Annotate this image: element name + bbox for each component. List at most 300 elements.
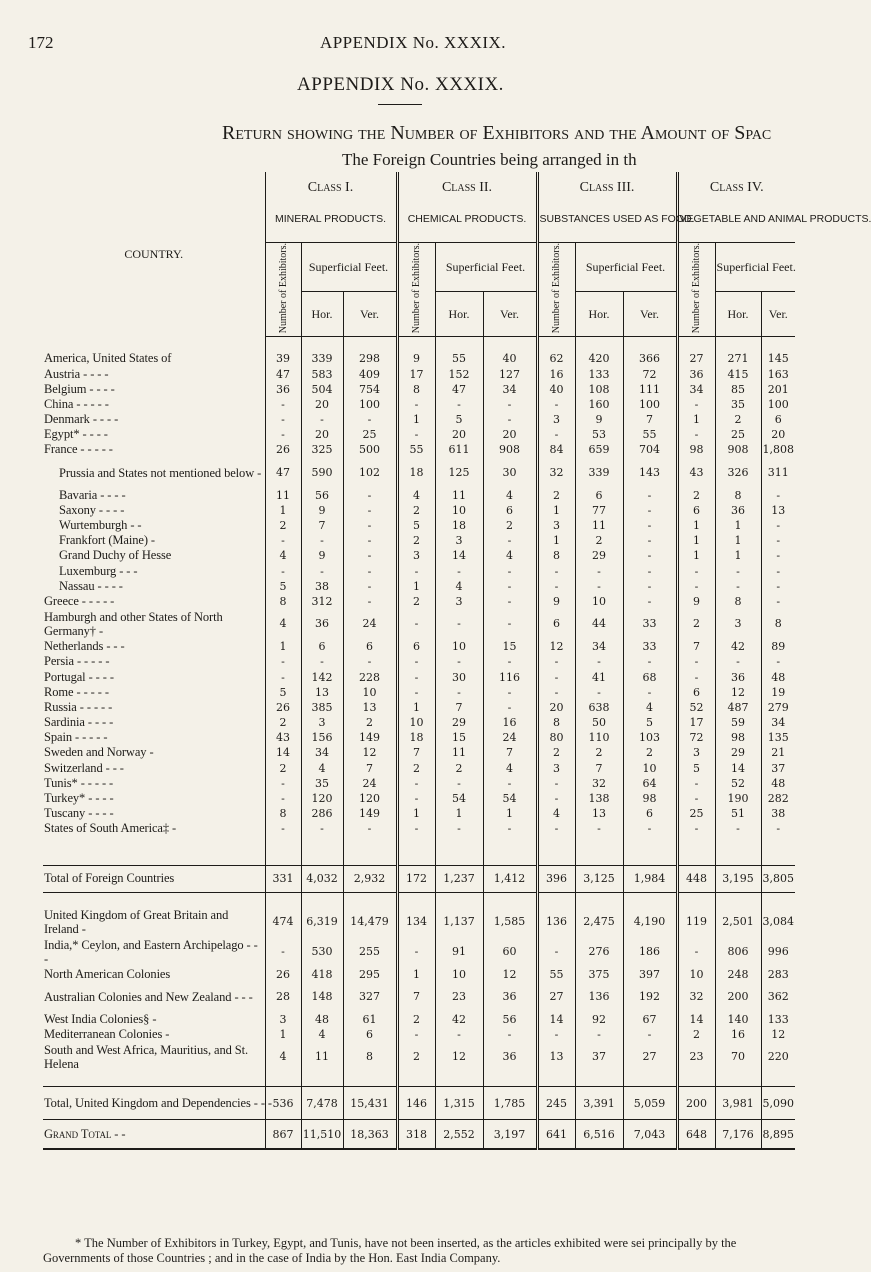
- value-cell: -: [537, 397, 575, 412]
- value-cell: 326: [715, 458, 761, 488]
- class1-header: Class I.: [265, 172, 397, 196]
- country-cell: West India Colonies§ -: [44, 1011, 157, 1026]
- total-uk-row: [43, 1087, 795, 1120]
- value-cell: 85: [715, 382, 761, 397]
- value-cell: 26: [265, 700, 301, 715]
- class3-header: Class III.: [537, 172, 677, 196]
- value-cell: 7: [623, 412, 677, 427]
- value-cell: 2: [537, 745, 575, 760]
- value-cell: -: [343, 579, 397, 594]
- value-cell: -: [483, 609, 537, 639]
- value-cell: 6: [575, 488, 623, 503]
- value-cell: 9: [301, 503, 343, 518]
- country-cell: Belgium - - - -: [44, 381, 115, 396]
- value-cell: 6: [397, 639, 435, 654]
- value-cell: 37: [575, 1042, 623, 1072]
- country-cell: Total, United Kingdom and Dependencies - - -: [43, 1087, 265, 1120]
- value-cell: 201: [761, 382, 795, 397]
- value-cell: -: [715, 564, 761, 579]
- value-cell: 9: [575, 412, 623, 427]
- value-cell: 133: [761, 1012, 795, 1027]
- value-cell: -: [623, 821, 677, 836]
- value-cell: 8: [397, 382, 435, 397]
- value-cell: 2: [397, 503, 435, 518]
- value-cell: -: [265, 654, 301, 669]
- value-cell: -: [575, 685, 623, 700]
- country-cell: States of South America‡ -: [44, 821, 177, 836]
- table-row: [43, 442, 795, 457]
- value-cell: 11: [301, 1042, 343, 1072]
- value-cell: 18: [397, 730, 435, 745]
- value-cell: 6: [623, 806, 677, 821]
- value-cell: 140: [715, 1012, 761, 1027]
- value-cell: 2: [677, 1027, 715, 1042]
- value-cell: -: [435, 776, 483, 791]
- value-cell: -: [623, 594, 677, 609]
- value-cell: 6,319: [301, 907, 343, 937]
- table-row: [43, 761, 795, 776]
- superficial-header: Superficial Feet.: [301, 243, 397, 292]
- value-cell: -: [343, 533, 397, 548]
- value-cell: 220: [761, 1042, 795, 1072]
- value-cell: 9: [397, 351, 435, 366]
- value-cell: -: [343, 594, 397, 609]
- value-cell: 17: [677, 715, 715, 730]
- country-cell: Netherlands - - -: [44, 639, 125, 654]
- value-cell: -: [677, 937, 715, 967]
- value-cell: 908: [483, 442, 537, 457]
- value-cell: 108: [575, 382, 623, 397]
- value-cell: 100: [623, 397, 677, 412]
- value-cell: 50: [575, 715, 623, 730]
- country-cell: China - - - - -: [44, 396, 109, 411]
- table-row: [43, 427, 795, 442]
- value-cell: -: [677, 579, 715, 594]
- value-cell: -: [301, 821, 343, 836]
- value-cell: 72: [623, 366, 677, 381]
- value-cell: 754: [343, 382, 397, 397]
- ver-header: Ver.: [343, 291, 397, 336]
- value-cell: 55: [397, 442, 435, 457]
- value-cell: 29: [715, 745, 761, 760]
- country-cell: Greece - - - - -: [44, 593, 115, 608]
- value-cell: -: [761, 821, 795, 836]
- value-cell: -: [623, 654, 677, 669]
- value-cell: 16: [715, 1027, 761, 1042]
- value-cell: 15: [435, 730, 483, 745]
- value-cell: 15,431: [343, 1087, 397, 1120]
- value-cell: 385: [301, 700, 343, 715]
- value-cell: 11: [575, 518, 623, 533]
- value-cell: 10: [575, 594, 623, 609]
- num-exhibitors-header: Number of Exhibitors.: [397, 243, 435, 337]
- value-cell: 4: [483, 488, 537, 503]
- value-cell: 298: [343, 351, 397, 366]
- value-cell: 1,412: [483, 865, 537, 892]
- value-cell: 11,510: [301, 1120, 343, 1150]
- value-cell: 611: [435, 442, 483, 457]
- value-cell: 25: [677, 806, 715, 821]
- value-cell: 18: [397, 458, 435, 488]
- value-cell: 2,552: [435, 1120, 483, 1150]
- value-cell: 142: [301, 669, 343, 684]
- table-row: [43, 700, 795, 715]
- value-cell: 33: [623, 639, 677, 654]
- table-row: [43, 366, 795, 381]
- value-cell: 120: [301, 791, 343, 806]
- value-cell: 325: [301, 442, 343, 457]
- hor-header: Hor.: [435, 291, 483, 336]
- value-cell: 32: [575, 776, 623, 791]
- value-cell: -: [623, 564, 677, 579]
- table-row: [43, 937, 795, 967]
- value-cell: 4: [265, 609, 301, 639]
- value-cell: 1: [397, 579, 435, 594]
- value-cell: 55: [435, 351, 483, 366]
- value-cell: 54: [483, 791, 537, 806]
- value-cell: -: [483, 579, 537, 594]
- value-cell: 28: [265, 982, 301, 1012]
- table-row: [43, 967, 795, 982]
- table-row: [43, 533, 795, 548]
- value-cell: 36: [483, 1042, 537, 1072]
- country-cell: Turkey* - - - -: [44, 791, 114, 806]
- value-cell: 12: [715, 685, 761, 700]
- value-cell: 38: [301, 579, 343, 594]
- value-cell: 2: [265, 518, 301, 533]
- value-cell: -: [435, 609, 483, 639]
- value-cell: 62: [537, 351, 575, 366]
- value-cell: 116: [483, 669, 537, 684]
- value-cell: 867: [265, 1120, 301, 1150]
- value-cell: 6: [483, 503, 537, 518]
- value-cell: 8: [715, 594, 761, 609]
- value-cell: 245: [537, 1087, 575, 1120]
- value-cell: -: [435, 397, 483, 412]
- value-cell: 1: [397, 806, 435, 821]
- value-cell: 1: [677, 548, 715, 563]
- value-cell: 1: [397, 412, 435, 427]
- country-header: COUNTRY.: [124, 246, 184, 261]
- value-cell: 23: [435, 982, 483, 1012]
- value-cell: 4: [301, 761, 343, 776]
- value-cell: 3: [537, 518, 575, 533]
- value-cell: 34: [761, 715, 795, 730]
- value-cell: -: [265, 427, 301, 442]
- value-cell: 3: [537, 412, 575, 427]
- country-cell: Sardinia - - - -: [44, 715, 114, 730]
- value-cell: 192: [623, 982, 677, 1012]
- value-cell: 339: [301, 351, 343, 366]
- country-cell: Grand Total - -: [43, 1120, 265, 1150]
- value-cell: 5: [623, 715, 677, 730]
- table-row: [43, 639, 795, 654]
- value-cell: 1: [715, 518, 761, 533]
- value-cell: -: [623, 533, 677, 548]
- country-cell: Saxony - - - -: [59, 502, 125, 517]
- value-cell: 2: [623, 745, 677, 760]
- value-cell: 42: [715, 639, 761, 654]
- value-cell: 98: [623, 791, 677, 806]
- num-exhibitors-header: Number of Exhibitors.: [265, 243, 301, 337]
- value-cell: -: [715, 654, 761, 669]
- value-cell: 8,895: [761, 1120, 795, 1150]
- value-cell: 13: [575, 806, 623, 821]
- value-cell: 7: [397, 982, 435, 1012]
- value-cell: 135: [761, 730, 795, 745]
- value-cell: 248: [715, 967, 761, 982]
- value-cell: -: [265, 397, 301, 412]
- value-cell: 11: [435, 488, 483, 503]
- value-cell: 43: [265, 730, 301, 745]
- table-row: [43, 1027, 795, 1042]
- value-cell: 30: [435, 669, 483, 684]
- value-cell: 20: [537, 700, 575, 715]
- table-row: [43, 564, 795, 579]
- value-cell: -: [537, 669, 575, 684]
- value-cell: 1,315: [435, 1087, 483, 1120]
- value-cell: 1: [265, 503, 301, 518]
- value-cell: -: [397, 669, 435, 684]
- value-cell: 12: [537, 639, 575, 654]
- value-cell: 4: [483, 761, 537, 776]
- country-cell: Bavaria - - - -: [59, 487, 126, 502]
- value-cell: 2: [575, 745, 623, 760]
- value-cell: -: [483, 594, 537, 609]
- country-cell: United Kingdom of Great Britain and Ireland -: [44, 907, 229, 936]
- value-cell: 24: [343, 609, 397, 639]
- value-cell: 34: [677, 382, 715, 397]
- country-cell: Luxemburg - - -: [59, 563, 138, 578]
- value-cell: 125: [435, 458, 483, 488]
- value-cell: 145: [761, 351, 795, 366]
- value-cell: 5: [677, 761, 715, 776]
- value-cell: 20: [301, 397, 343, 412]
- value-cell: -: [483, 533, 537, 548]
- value-cell: -: [575, 1027, 623, 1042]
- value-cell: -: [265, 412, 301, 427]
- value-cell: 36: [715, 669, 761, 684]
- value-cell: 26: [265, 967, 301, 982]
- value-cell: 4: [301, 1027, 343, 1042]
- value-cell: 136: [537, 907, 575, 937]
- table-row: [43, 412, 795, 427]
- appendix-title: APPENDIX No. XXXIX.: [297, 74, 504, 95]
- value-cell: 3,084: [761, 907, 795, 937]
- value-cell: 3: [301, 715, 343, 730]
- value-cell: 110: [575, 730, 623, 745]
- value-cell: 10: [397, 715, 435, 730]
- value-cell: 638: [575, 700, 623, 715]
- value-cell: 1,808: [762, 443, 795, 457]
- value-cell: -: [397, 397, 435, 412]
- value-cell: 375: [575, 967, 623, 982]
- value-cell: 29: [575, 548, 623, 563]
- value-cell: 996: [761, 937, 795, 967]
- value-cell: 3: [677, 745, 715, 760]
- value-cell: -: [677, 791, 715, 806]
- country-cell: North American Colonies: [44, 966, 171, 981]
- value-cell: 26: [265, 442, 301, 457]
- value-cell: 1,237: [435, 865, 483, 892]
- value-cell: 648: [677, 1120, 715, 1150]
- value-cell: -: [623, 548, 677, 563]
- value-cell: 186: [623, 937, 677, 967]
- table-row: [43, 609, 795, 639]
- value-cell: 5,090: [761, 1087, 795, 1120]
- country-cell: France - - - - -: [44, 442, 113, 457]
- table-row: [43, 548, 795, 563]
- value-cell: 47: [435, 382, 483, 397]
- table-row: [43, 503, 795, 518]
- value-cell: 3,981: [715, 1087, 761, 1120]
- value-cell: 1: [537, 503, 575, 518]
- table-row: [43, 715, 795, 730]
- value-cell: -: [397, 609, 435, 639]
- value-cell: 77: [575, 503, 623, 518]
- value-cell: -: [343, 564, 397, 579]
- value-cell: 32: [537, 458, 575, 488]
- value-cell: 6: [343, 1027, 397, 1042]
- value-cell: -: [397, 776, 435, 791]
- value-cell: 7,478: [301, 1087, 343, 1120]
- value-cell: 4: [537, 806, 575, 821]
- value-cell: -: [343, 821, 397, 836]
- value-cell: 3: [537, 761, 575, 776]
- value-cell: 42: [435, 1012, 483, 1027]
- value-cell: 8: [715, 488, 761, 503]
- value-cell: 25: [343, 427, 397, 442]
- exhibitors-table: [43, 172, 871, 1150]
- table-row: [43, 518, 795, 533]
- value-cell: 2,475: [575, 907, 623, 937]
- value-cell: -: [677, 427, 715, 442]
- country-cell: South and West Africa, Mauritius, and St. Helena: [44, 1043, 249, 1072]
- ver-header: Ver.: [761, 291, 795, 336]
- value-cell: 3,391: [575, 1087, 623, 1120]
- country-cell: Rome - - - - -: [44, 684, 109, 699]
- table-row: [43, 579, 795, 594]
- spacer-row: [43, 837, 795, 851]
- value-cell: 311: [761, 458, 795, 488]
- country-cell: America, United States of: [44, 351, 172, 366]
- value-cell: 7: [343, 761, 397, 776]
- value-cell: 20: [483, 427, 537, 442]
- value-cell: 312: [301, 594, 343, 609]
- value-cell: -: [483, 564, 537, 579]
- value-cell: 409: [343, 366, 397, 381]
- value-cell: 1,585: [483, 907, 537, 937]
- value-cell: 34: [575, 639, 623, 654]
- country-cell: Tuscany - - - -: [44, 806, 114, 821]
- value-cell: 190: [715, 791, 761, 806]
- value-cell: 20: [761, 427, 795, 442]
- value-cell: 1,984: [623, 865, 677, 892]
- value-cell: 2,932: [343, 865, 397, 892]
- value-cell: -: [265, 821, 301, 836]
- value-cell: 10: [623, 761, 677, 776]
- num-exhibitors-header: Number of Exhibitors.: [537, 243, 575, 337]
- value-cell: 47: [265, 366, 301, 381]
- value-cell: 98: [715, 730, 761, 745]
- hor-header: Hor.: [715, 291, 761, 336]
- value-cell: 2: [397, 1042, 435, 1072]
- value-cell: 20: [435, 427, 483, 442]
- value-cell: -: [483, 412, 537, 427]
- value-cell: 283: [761, 967, 795, 982]
- value-cell: 30: [483, 458, 537, 488]
- value-cell: -: [397, 1027, 435, 1042]
- value-cell: 1: [397, 700, 435, 715]
- value-cell: 9: [537, 594, 575, 609]
- value-cell: 23: [677, 1042, 715, 1072]
- value-cell: 52: [715, 776, 761, 791]
- value-cell: 3: [397, 548, 435, 563]
- value-cell: -: [397, 685, 435, 700]
- value-cell: 6: [677, 503, 715, 518]
- value-cell: -: [677, 564, 715, 579]
- value-cell: 89: [761, 639, 795, 654]
- value-cell: 24: [343, 776, 397, 791]
- value-cell: 1: [677, 412, 715, 427]
- table-row: [43, 458, 795, 488]
- country-cell: Grand Duchy of Hesse: [59, 548, 172, 563]
- value-cell: 172: [397, 865, 435, 892]
- grand-total-row: [43, 1120, 795, 1150]
- value-cell: 2: [677, 609, 715, 639]
- value-cell: -: [715, 821, 761, 836]
- value-cell: 286: [301, 806, 343, 821]
- value-cell: 4: [265, 548, 301, 563]
- country-cell: Austria - - - -: [44, 366, 109, 381]
- value-cell: 163: [761, 366, 795, 381]
- value-cell: 54: [435, 791, 483, 806]
- value-cell: 282: [761, 791, 795, 806]
- value-cell: 318: [397, 1120, 435, 1150]
- value-cell: 9: [301, 548, 343, 563]
- value-cell: 7: [677, 639, 715, 654]
- value-cell: 6: [537, 609, 575, 639]
- country-cell: Denmark - - - -: [44, 412, 119, 427]
- value-cell: 420: [575, 351, 623, 366]
- running-head: APPENDIX No. XXXIX.: [319, 33, 507, 52]
- value-cell: 34: [483, 382, 537, 397]
- value-cell: 44: [575, 609, 623, 639]
- value-cell: 448: [677, 865, 715, 892]
- value-cell: -: [265, 776, 301, 791]
- value-cell: 160: [575, 397, 623, 412]
- table-row: [43, 982, 795, 1012]
- value-cell: -: [301, 533, 343, 548]
- value-cell: 47: [265, 458, 301, 488]
- value-cell: 641: [537, 1120, 575, 1150]
- value-cell: 295: [343, 967, 397, 982]
- return-subtitle: The Foreign Countries being arranged in th: [342, 150, 637, 169]
- value-cell: -: [397, 821, 435, 836]
- value-cell: 52: [677, 700, 715, 715]
- value-cell: -: [537, 937, 575, 967]
- value-cell: 704: [623, 442, 677, 457]
- value-cell: -: [483, 1027, 537, 1042]
- value-cell: 327: [343, 982, 397, 1012]
- country-cell: India,* Ceylon, and Eastern Archipelago - - -: [44, 937, 258, 966]
- value-cell: 91: [435, 937, 483, 967]
- table-row: [43, 745, 795, 760]
- value-cell: 5,059: [623, 1087, 677, 1120]
- value-cell: 10: [435, 639, 483, 654]
- value-cell: -: [301, 654, 343, 669]
- value-cell: 17: [397, 366, 435, 381]
